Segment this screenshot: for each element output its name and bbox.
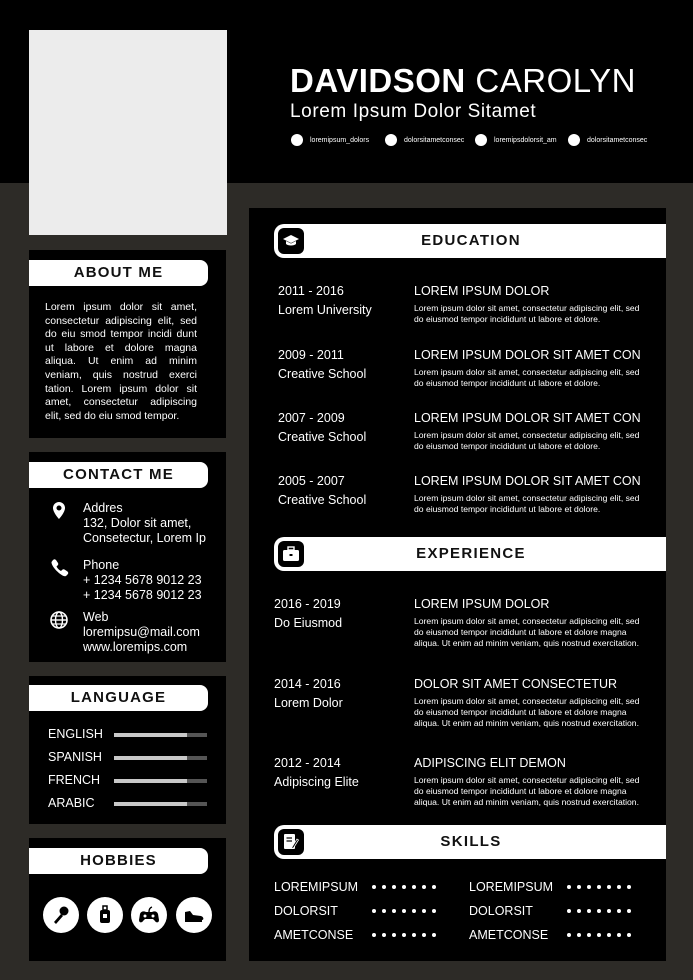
job-subtitle: Lorem Ipsum Dolor Sitamet — [290, 101, 537, 122]
skill-dot — [402, 885, 406, 889]
skill-rating-dots — [372, 909, 442, 913]
skill-dot — [597, 885, 601, 889]
skill-dot — [577, 885, 581, 889]
profile-photo-placeholder — [29, 30, 227, 235]
skill-dot — [587, 885, 591, 889]
language-level-bar — [114, 802, 207, 806]
language-level-bar — [114, 756, 207, 760]
social-link[interactable]: dolorsitametconsec — [385, 134, 464, 146]
gamepad-icon — [131, 897, 167, 933]
education-header — [274, 224, 666, 258]
skill-item — [469, 928, 644, 944]
skill-dot — [402, 933, 406, 937]
hobbies-heading: HOBBIES — [29, 848, 208, 874]
skill-dot — [587, 909, 591, 913]
phone-icon — [48, 558, 72, 578]
language-item — [48, 796, 208, 812]
skill-dot — [607, 933, 611, 937]
skill-dot — [627, 885, 631, 889]
skill-dot — [432, 885, 436, 889]
experience-title: EXPERIENCE — [416, 545, 526, 562]
social-dot-icon — [475, 134, 487, 146]
skill-dot — [382, 885, 386, 889]
skill-rating-dots — [567, 885, 637, 889]
skill-dot — [567, 885, 571, 889]
skill-dot — [432, 909, 436, 913]
location-pin-icon — [48, 501, 72, 521]
skill-dot — [412, 909, 416, 913]
skill-dot — [617, 909, 621, 913]
first-name: DAVIDSON — [290, 62, 466, 99]
language-level-fill — [114, 733, 187, 737]
language-level-fill — [114, 779, 187, 783]
contact-heading: CONTACT ME — [29, 462, 208, 488]
skill-dot — [597, 933, 601, 937]
skill-dot — [577, 909, 581, 913]
skills-title: SKILLS — [440, 833, 502, 850]
education-title: EDUCATION — [421, 232, 521, 249]
skill-dot — [382, 933, 386, 937]
contact-web: Web loremipsu@mail.com www.loremips.com — [48, 610, 200, 655]
language-level-fill — [114, 802, 187, 806]
language-name: FRENCH — [48, 773, 101, 787]
skill-dot — [422, 885, 426, 889]
skill-dot — [627, 909, 631, 913]
suitcase-icon — [87, 897, 123, 933]
skill-dot — [412, 885, 416, 889]
language-name: ARABIC — [48, 796, 95, 810]
skill-name: AMETCONSE — [469, 928, 549, 942]
microphone-icon — [43, 897, 79, 933]
skill-dot — [617, 933, 621, 937]
skill-rating-dots — [567, 909, 637, 913]
skill-dot — [607, 909, 611, 913]
last-name: CAROLYN — [475, 62, 637, 99]
skill-dot — [392, 933, 396, 937]
skill-dot — [392, 909, 396, 913]
social-dot-icon — [568, 134, 580, 146]
skill-dot — [567, 933, 571, 937]
social-dot-icon — [291, 134, 303, 146]
skill-dot — [432, 933, 436, 937]
skill-rating-dots — [372, 885, 442, 889]
social-link[interactable]: dolorsitametconsec — [568, 134, 647, 146]
about-heading: ABOUT ME — [29, 260, 208, 286]
sneaker-icon — [176, 897, 212, 933]
skill-item — [469, 904, 644, 920]
contact-phone: Phone + 1234 5678 9012 23 + 1234 5678 9012 23 — [48, 558, 202, 603]
language-heading: LANGUAGE — [29, 685, 208, 711]
skill-dot — [587, 933, 591, 937]
social-link[interactable]: loremipsdolorsit_am — [475, 134, 557, 146]
skill-dot — [422, 933, 426, 937]
about-text: Lorem ipsum dolor sit amet, consectetur adipiscing elit, sed do eiu smod tempor incidi dunt ut labore et dolore magna aliqua. Ut enim ad minim veniam, quis nostrud exerci tation. Lorem ipsum dolor sit amet, consectetur adipiscing elit, sed do eiu smod tempor. — [45, 301, 197, 422]
language-item — [48, 750, 208, 766]
social-links — [291, 134, 671, 148]
skill-dot — [597, 909, 601, 913]
skill-dot — [372, 909, 376, 913]
social-link[interactable]: loremipsum_dolors — [291, 134, 369, 146]
skill-dot — [412, 933, 416, 937]
language-item — [48, 773, 208, 789]
skill-dot — [382, 909, 386, 913]
globe-icon — [48, 610, 72, 630]
skill-rating-dots — [372, 933, 442, 937]
skill-name: LOREMIPSUM — [274, 880, 359, 894]
skill-item — [274, 880, 449, 896]
skill-dot — [372, 885, 376, 889]
experience-header — [274, 537, 666, 571]
skill-dot — [567, 909, 571, 913]
skill-item — [274, 904, 449, 920]
skills-header — [274, 825, 666, 859]
skill-name: DOLORSIT — [469, 904, 533, 918]
social-dot-icon — [385, 134, 397, 146]
language-level-bar — [114, 733, 207, 737]
skill-name: DOLORSIT — [274, 904, 338, 918]
language-level-fill — [114, 756, 187, 760]
language-level-bar — [114, 779, 207, 783]
skill-name: LOREMIPSUM — [469, 880, 554, 894]
skill-dot — [372, 933, 376, 937]
skill-name: AMETCONSE — [274, 928, 354, 942]
skill-dot — [402, 909, 406, 913]
skill-dot — [607, 885, 611, 889]
language-name: ENGLISH — [48, 727, 103, 741]
contact-address: Addres 132, Dolor sit amet, Consetectur, Lorem Ip — [48, 501, 206, 546]
full-name — [290, 62, 636, 100]
language-item — [48, 727, 208, 743]
skill-dot — [422, 909, 426, 913]
skill-item — [469, 880, 644, 896]
language-name: SPANISH — [48, 750, 102, 764]
skill-dot — [617, 885, 621, 889]
skill-dot — [627, 933, 631, 937]
skill-rating-dots — [567, 933, 637, 937]
skill-item — [274, 928, 449, 944]
skill-dot — [577, 933, 581, 937]
skill-dot — [392, 885, 396, 889]
